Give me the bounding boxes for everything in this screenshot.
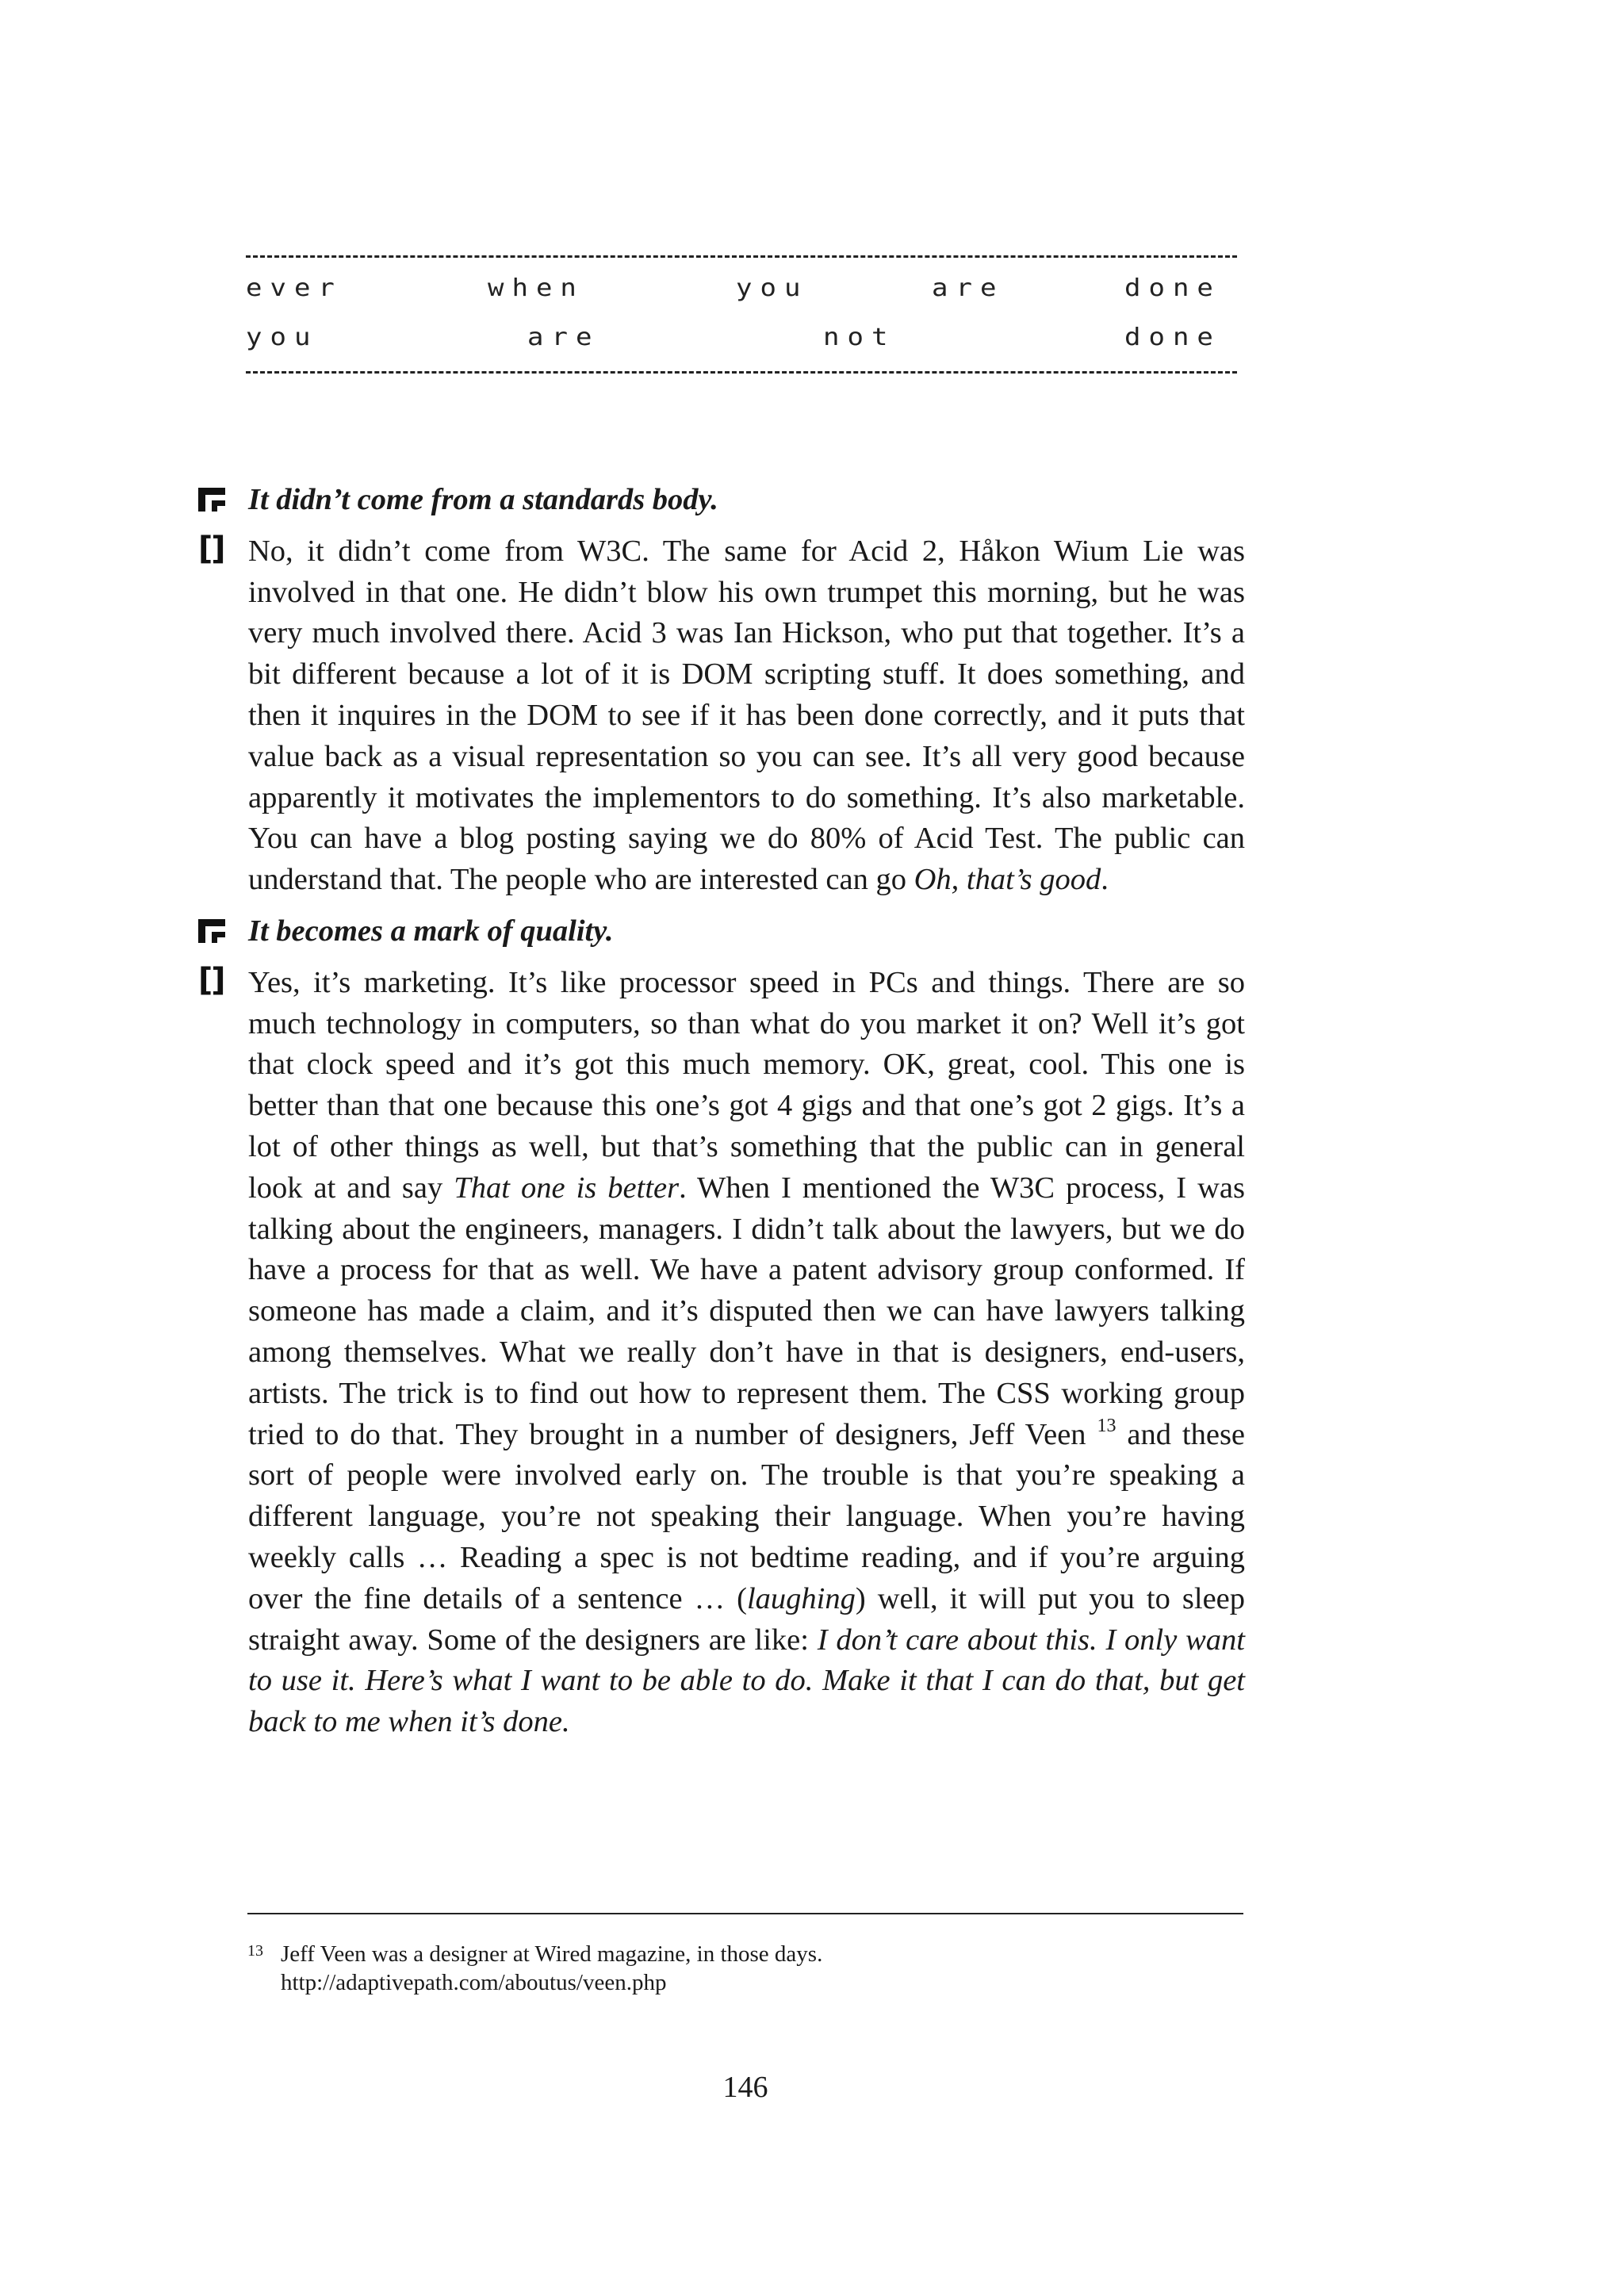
page-number: 146 xyxy=(722,2071,768,2104)
quote-line-1 xyxy=(246,268,1237,308)
answer-turn xyxy=(198,963,1245,1743)
footnote-rule xyxy=(247,1913,1243,1914)
footnote-mark: 13 xyxy=(247,1942,263,1960)
answer-segment: Yes, it’s marketing. It’s like processor speed in PCs and things. There are so much technology in computers, so than what do you market it on? Well it’s got that clock speed and it’s got this much memory. OK, great, cool. This one is better than that one because this one’s got 4 gigs and that one’s got 2 gigs. It’s a lot of other things as well, but that’s something that the public can in general look at and say xyxy=(248,965,1245,1205)
quote-word: not xyxy=(823,323,896,351)
footnote-body xyxy=(247,1940,1243,1997)
answer-segment: No, it didn’t come from W3C. The same for Acid 2, Håkon Wium Lie was involved in that one. He didn’t blow his own trumpet this morning, but he was very much involved there. Acid 3 was Ian Hickson, who put that together. It’s a bit different because a lot of it is DOM scripting stuff. It does something, and then it inquires in the DOM to see if it has been done correctly, and it puts that value back as a visual representation so you can see. It’s all very good because apparently it motivates the implementors to do something. It’s also marketable. You can have a blog posting saying we do 80% of Acid Test. The public can understand that. The people who are interested can go xyxy=(248,534,1245,897)
interview-dialogue xyxy=(198,480,1245,1753)
answer-text xyxy=(248,531,1245,901)
footnote-text: Jeff Veen was a designer at Wired magazine, in those days. xyxy=(281,1941,823,1967)
answer-segment: ) well, it will put you to sleep straight away. Some of the designers are like: xyxy=(248,1581,1245,1657)
quote-word: you xyxy=(246,323,319,351)
answer-turn xyxy=(198,531,1245,901)
quote-rule-top xyxy=(246,255,1237,258)
answer-text xyxy=(248,963,1245,1743)
question-text: It becomes a mark of quality. xyxy=(248,914,614,948)
answer-emphasis: Oh, that’s good xyxy=(914,863,1101,897)
quote-word: done xyxy=(1124,274,1221,302)
answer-emphasis: That one is better xyxy=(454,1171,680,1205)
question-turn xyxy=(198,911,1245,952)
answer-segment: and these sort of people were involved early on. The trouble is that you’re speaking a different language, you’re not speaking their language. When you’re having weekly calls … Reading a spec is not bedtime reading, and if you’re arguing over the fine details of a sentence … ( xyxy=(248,1417,1246,1615)
pull-quote xyxy=(246,238,1237,385)
quote-word: are xyxy=(932,274,1005,302)
quote-word: when xyxy=(488,274,584,302)
question-marker-icon xyxy=(198,486,230,515)
answer-segment: . When I mentioned the W3C process, I was talking about the engineers, managers. I didn’t talk about the lawyers, but we do have a process for that as well. We have a patent advisory group conformed. If someone has made a claim, and it’s disputed then we can have lawyers talking among themselves. What we really don’t have in that is designers, end-users, artists. The trick is to find out how to represent them. The CSS working group tried to do that. They brought in a number of designers, Jeff Veen xyxy=(248,1171,1245,1451)
answer-emphasis: laughing xyxy=(746,1581,856,1615)
quote-word: are xyxy=(527,323,600,351)
answer-marker-icon: [] xyxy=(198,961,224,998)
footnote-reference[interactable]: 13 xyxy=(1097,1415,1116,1436)
question-marker-icon xyxy=(198,918,230,946)
quote-word: you xyxy=(736,274,809,302)
answer-marker-icon: [] xyxy=(198,530,224,567)
question-turn xyxy=(198,480,1245,521)
footnote xyxy=(247,1940,1243,1997)
question-text: It didn’t come from a standards body. xyxy=(248,483,718,516)
quote-line-2 xyxy=(246,317,1237,357)
quote-word: done xyxy=(1124,323,1221,351)
answer-emphasis: I don’t care about this. I only want to use it. Here’s what I want to be able to do. Make it that I can do that, but get back to me when it’s done. xyxy=(248,1623,1245,1739)
footnote-link[interactable]: http://adaptivepath.com/aboutus/veen.php xyxy=(281,1970,667,1995)
answer-segment: . xyxy=(1101,863,1109,897)
quote-rule-bottom xyxy=(246,371,1237,374)
quote-word: ever xyxy=(246,274,343,302)
